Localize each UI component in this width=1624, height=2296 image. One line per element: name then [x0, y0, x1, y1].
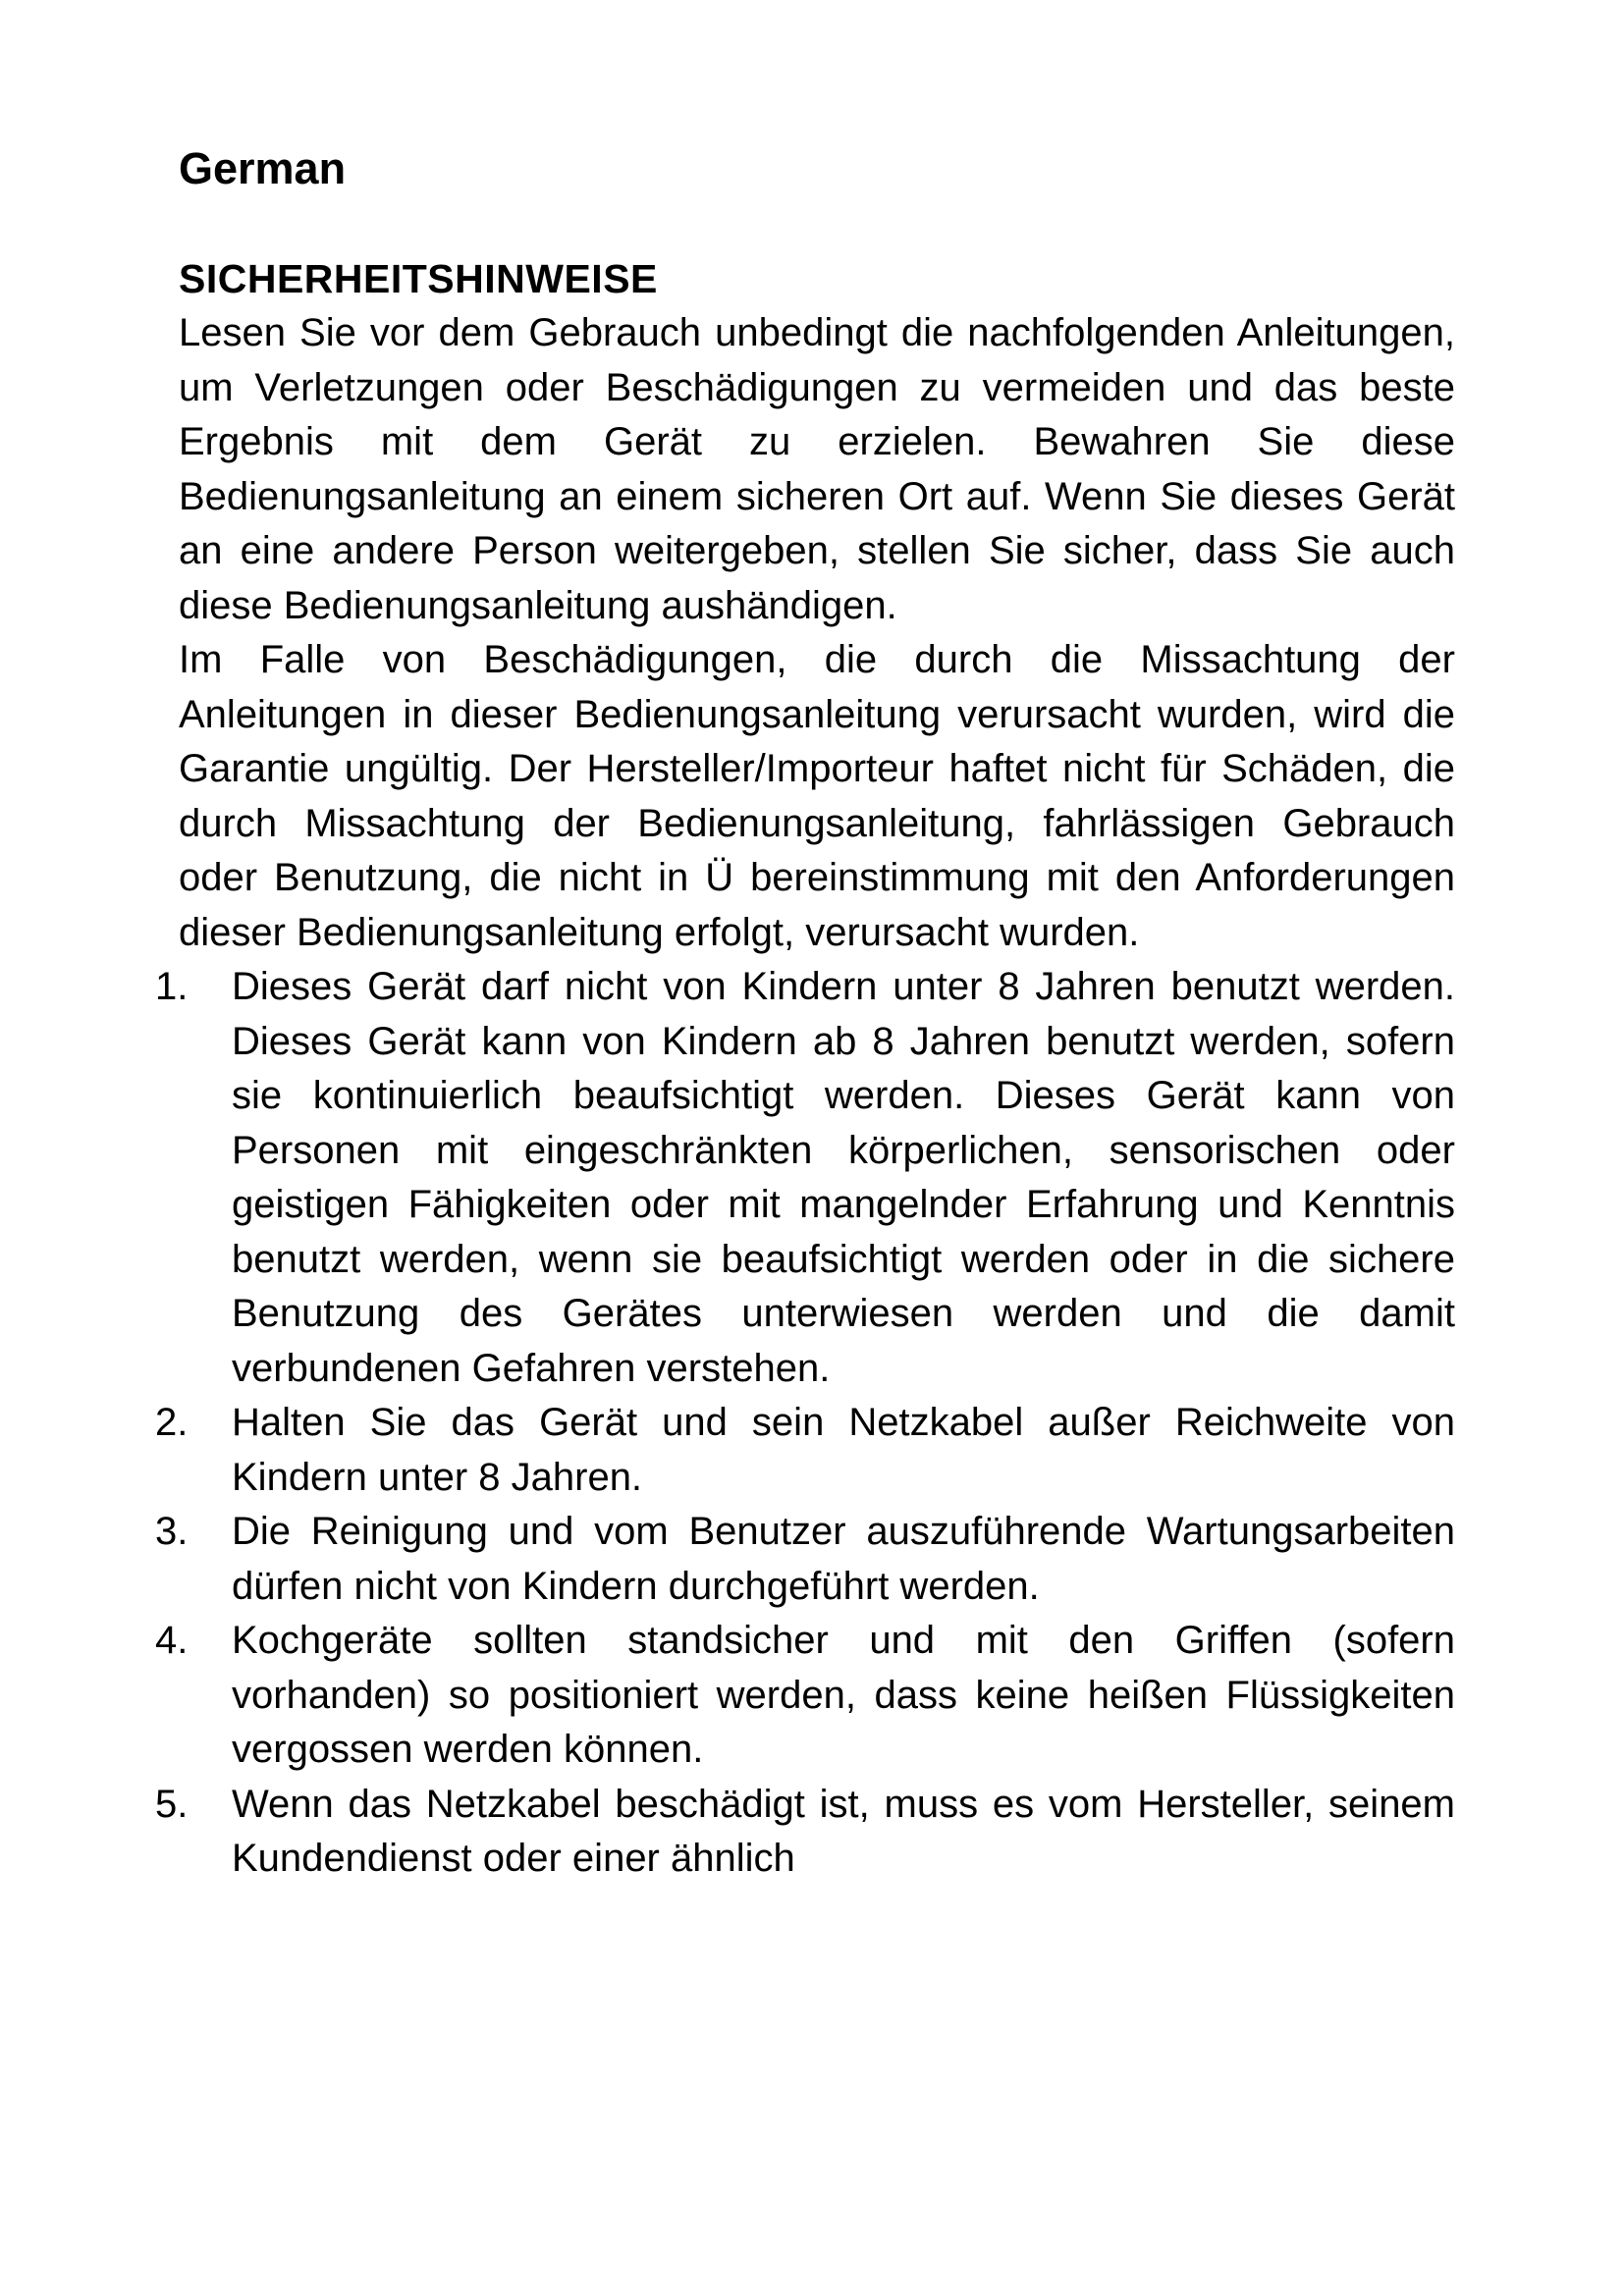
list-item [155, 1505, 1455, 1614]
list-item-text: Wenn das Netzkabel beschädigt ist, muss es vom Hersteller, seinem Kundendienst oder einer ähnlich [232, 1782, 1455, 1880]
intro-text [179, 306, 1455, 960]
list-item-text: Die Reinigung und vom Benutzer auszuführende Wartungsarbeiten dürfen nicht von Kindern durchgeführt werden. [232, 1510, 1455, 1608]
list-item-number: 2. [155, 1401, 189, 1444]
list-item-text: Kochgeräte sollten standsicher und mit den Griffen (sofern vorhanden) so positioniert werden, dass keine heißen Flüssigkeiten vergossen werden können. [232, 1619, 1455, 1771]
list-item-number: 1. [155, 965, 189, 1008]
language-heading: German [179, 143, 347, 193]
intro-paragraph: Im Falle von Beschädigungen, die durch die Missachtung der Anleitungen in dieser Bedienungsanleitung verursacht wurden, wird die Garantie ungültig. Der Hersteller/Importeur haftet nicht für Schäden, die durch Missachtung der Bedienungsanleitung, fahrlässigen Gebrauch oder Benutzung, die nicht in Ü bereinstimmung mit den Anforderungen dieser Bedienungsanleitung erfolgt, verursacht wurden. [179, 638, 1455, 954]
list-item-text: Halten Sie das Gerät und sein Netzkabel außer Reichweite von Kindern unter 8 Jahren. [232, 1401, 1455, 1499]
list-item-number: 5. [155, 1782, 189, 1826]
section-title: SICHERHEITSHINWEISE [179, 256, 658, 301]
list-item-text: Dieses Gerät darf nicht von Kindern unter 8 Jahren benutzt werden. Dieses Gerät kann von Kindern ab 8 Jahren benutzt werden, sofern sie kontinuierlich beaufsichtigt werden. Dieses Gerät kann von Personen mit eingeschränkten körperlichen, sensorischen oder geistigen Fähigkeiten oder mit mangelnder Erfahrung und Kenntnis benutzt werden, wenn sie beaufsichtigt werden oder in die sichere Benutzung des Gerätes unterwiesen werden und die damit verbundenen Gefahren verstehen. [232, 965, 1455, 1390]
list-item [155, 1614, 1455, 1778]
safety-list [155, 960, 1455, 1887]
list-item [155, 1778, 1455, 1887]
intro-paragraph: Lesen Sie vor dem Gebrauch unbedingt die nachfolgenden Anleitungen, um Verletzungen oder Beschädigungen zu vermeiden und das beste Ergebnis mit dem Gerät zu erzielen. Bewahren Sie diese Bedienungsanleitung an einem sicheren Ort auf. Wenn Sie dieses Gerät an eine andere Person weitergeben, stellen Sie sicher, dass Sie auch diese Bedienungsanleitung aushändigen. [179, 311, 1455, 627]
safety-section [155, 251, 1455, 1887]
list-item-number: 3. [155, 1510, 189, 1553]
list-item [155, 960, 1455, 1396]
list-item-number: 4. [155, 1619, 189, 1662]
list-item [155, 1396, 1455, 1505]
